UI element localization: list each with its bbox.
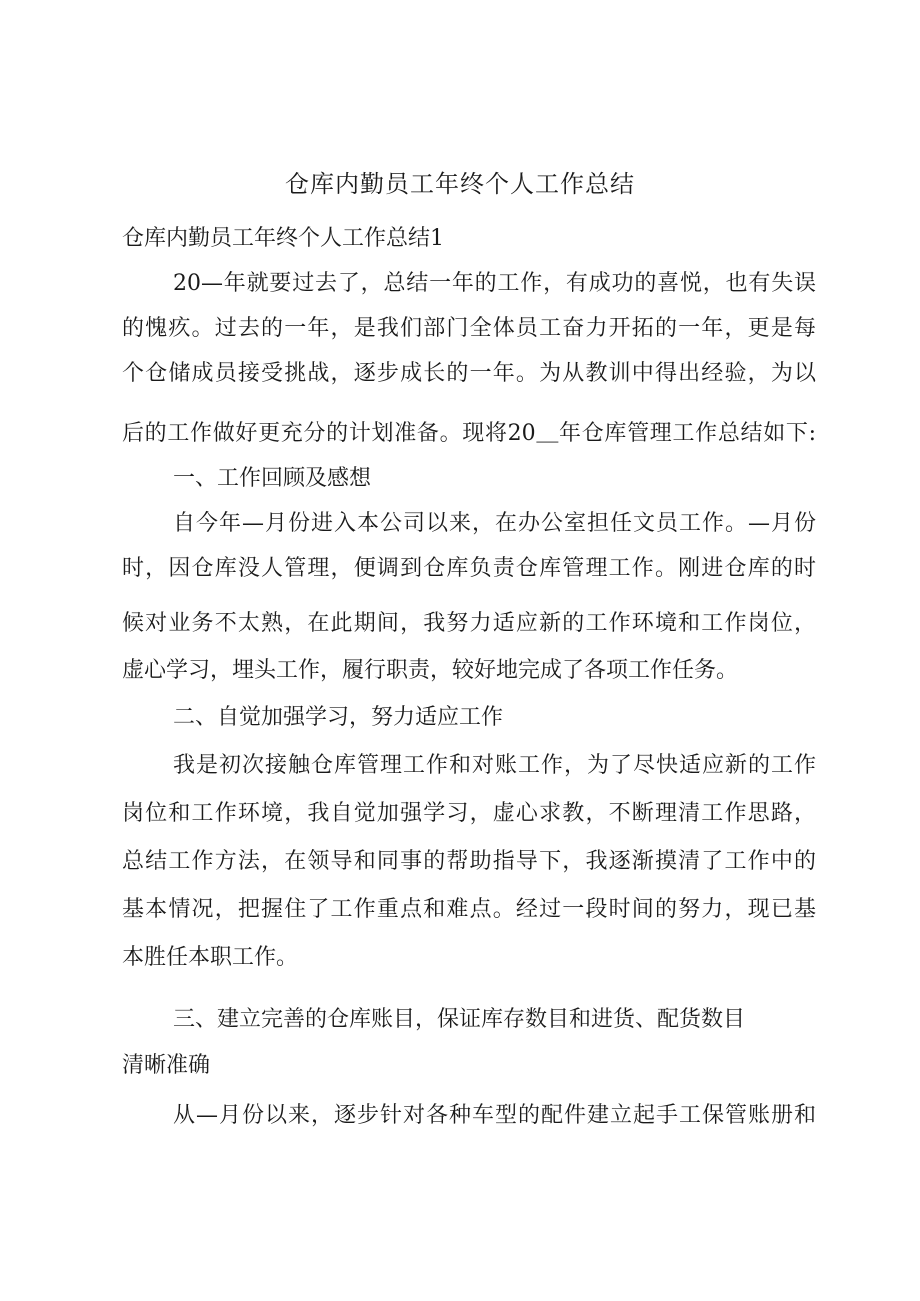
document-title: 仓库内勤员工年终个人工作总结 [285,170,635,198]
paragraph-line: 总结工作方法，在领导和同事的帮助指导下，我逐渐摸清了工作中的 [122,849,816,874]
section-heading: 二、自觉加强学习，努力适应工作 [173,705,504,730]
paragraph-line: 从—月份以来，逐步针对各种车型的配件建立起手工保管账册和 [173,1103,816,1128]
section-heading: 一、工作回顾及感想 [173,466,372,491]
paragraph-line: 个仓储成员接受挑战，逐步成长的一年。为从教训中得出经验，为以 [122,361,816,386]
section-heading-continuation: 清晰准确 [122,1053,211,1078]
paragraph-line: 后的工作做好更充分的计划准备。现将20＿年仓库管理工作总结如下: [122,421,816,446]
paragraph-line: 时，因仓库没人管理，便调到仓库负责仓库管理工作。刚进仓库的时 [122,556,816,581]
paragraph-line: 本胜任本职工作。 [122,945,299,970]
paragraph-line: 岗位和工作环境，我自觉加强学习，虚心求教，不断理清工作思路， [122,801,816,826]
paragraph-line: 基本情况，把握住了工作重点和难点。经过一段时间的努力，现已基 [122,897,816,922]
paragraph-line: 自今年—月份进入本公司以来，在办公室担任文员工作。—月份 [173,511,816,536]
paragraph-line: 候对业务不太熟，在此期间，我努力适应新的工作环境和工作岗位， [122,611,816,636]
paragraph-line: 20—年就要过去了，总结一年的工作，有成功的喜悦，也有失误 [173,271,816,296]
paragraph-line: 我是初次接触仓库管理工作和对账工作，为了尽快适应新的工作 [173,753,816,778]
paragraph-line: 虚心学习，埋头工作，履行职责，较好地完成了各项工作任务。 [122,658,739,683]
section-heading-1: 仓库内勤员工年终个人工作总结1 [122,226,444,251]
section-heading: 三、建立完善的仓库账目，保证库存数目和进货、配货数目 [173,1007,746,1032]
paragraph-line: 的愧疚。过去的一年，是我们部门全体员工奋力开拓的一年，更是每 [122,316,816,341]
